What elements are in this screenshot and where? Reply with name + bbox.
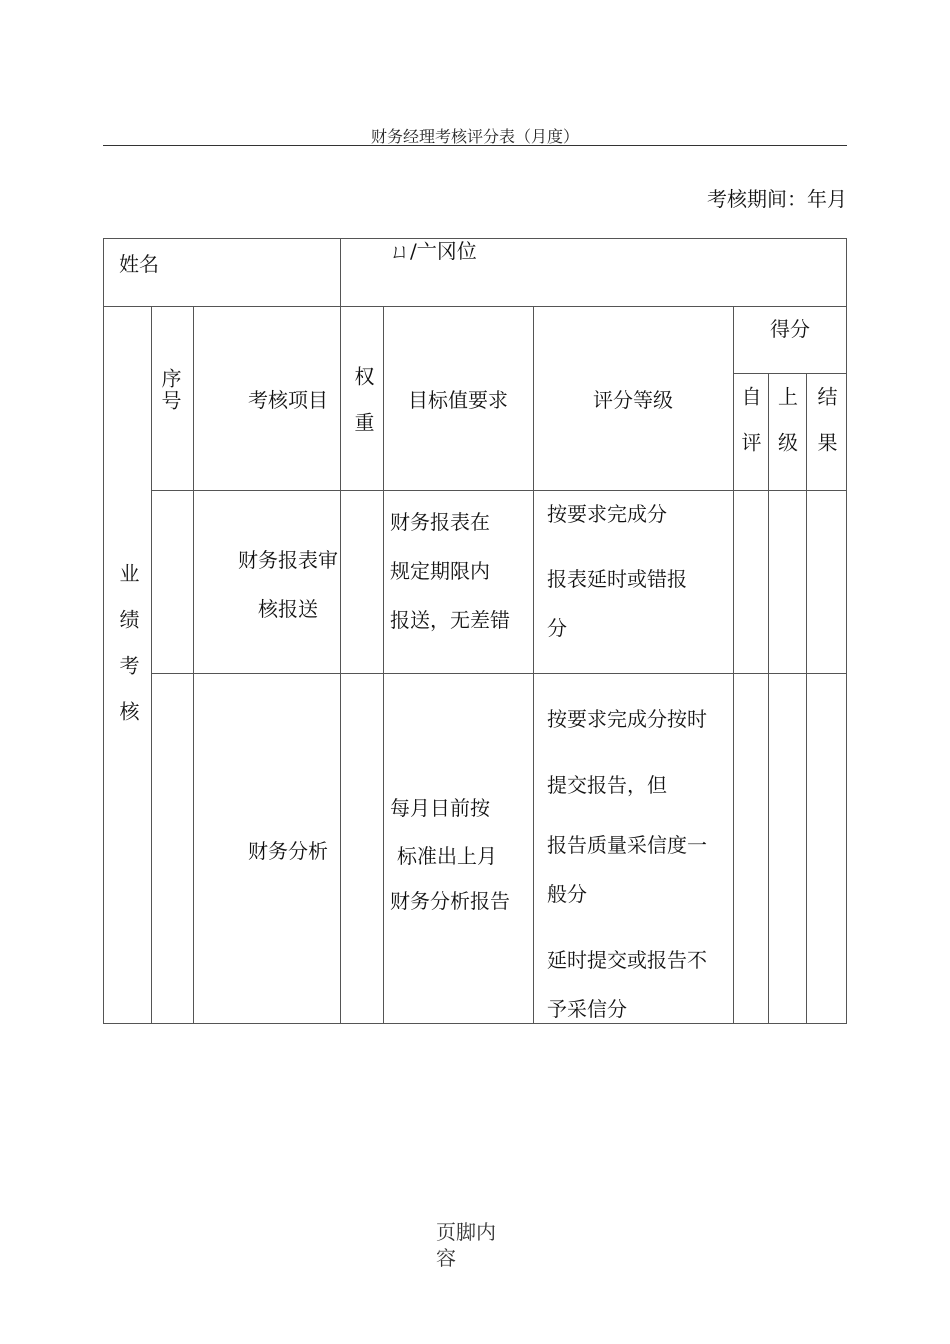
table-rule-header [151,490,847,491]
row1-target-line2: 规定期限内 [390,559,490,583]
footer-line1: 页脚内 [436,1220,496,1244]
assessment-period: 考核期间：年月 [707,187,847,211]
header-seq [151,368,193,412]
post-label: ㄩ/亠冈位 [390,239,477,263]
header-score: 得分 [770,317,810,341]
table-col-rule [533,306,534,1024]
row1-target-line1: 财务报表在 [390,510,490,534]
row2-grading-line1: 按要求完成分按时 [547,707,707,731]
header-weight-text: 权重 [351,366,375,458]
header-weight [340,366,383,458]
row1-item-line1: 财务报表审 [238,548,338,572]
row2-target-line3: 财务分析报告 [390,889,510,913]
header-superior [768,386,806,478]
name-label: 姓名 [119,252,159,276]
row2-item-line1: 财务分析 [248,839,328,863]
category-text: 业绩考核 [116,563,140,747]
row2-grading-line6: 予采信分 [547,997,627,1021]
table-border-right [846,238,847,1024]
page-title: 财务经理考核评分表（月度） [370,127,579,146]
header-self [733,386,768,478]
header-seq-text: 序号 [158,368,182,412]
table-col-rule [193,306,194,1024]
row2-grading-line3: 报告质量采信度一 [547,833,707,857]
table-border-bottom [103,1023,847,1024]
header-result [806,386,847,478]
row1-target-line3: 报送，无差错 [390,608,510,632]
header-grading: 评分等级 [593,388,673,412]
row2-grading-line4: 般分 [547,882,587,906]
header-self-text: 自评 [738,386,762,478]
table-rule-score [733,373,847,374]
row2-target-line2: 标准出上月 [397,844,497,868]
page-footer [436,1219,516,1271]
header-rule [103,145,847,146]
header-result-text: 结果 [814,386,838,478]
row1-grading-line1: 按要求完成分 [547,502,667,526]
row1-item-line2: 核报送 [258,597,318,621]
header-item: 考核项目 [248,388,328,412]
row2-grading-line5: 延时提交或报告不 [547,948,707,972]
row2-grading-line2: 提交报告，但 [547,773,667,797]
row1-grading-line3: 分 [547,616,567,640]
row2-target-line1: 每月日前按 [390,796,490,820]
header-target: 目标值要求 [408,388,508,412]
row1-grading-line2: 报表延时或错报 [547,567,687,591]
table-rule-name [103,306,847,307]
table-col-rule [340,238,341,1024]
category-label [103,563,151,747]
header-superior-text: 上级 [774,386,799,478]
table-rule-row1 [151,673,847,674]
assessment-table [103,238,847,1024]
footer-line2: 容 [436,1246,456,1270]
